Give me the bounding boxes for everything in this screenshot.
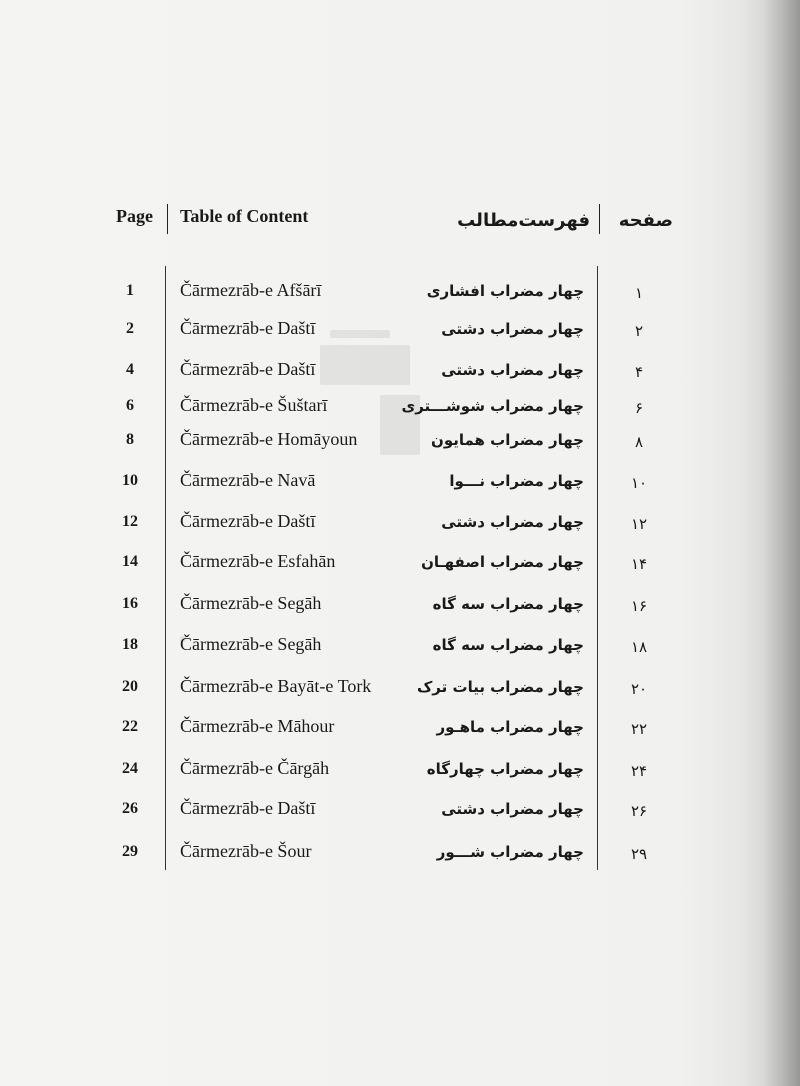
entry-page-number: 10	[122, 472, 138, 489]
header-divider-left	[167, 204, 168, 234]
entry-title-fa: چهار مضراب سه گاه	[432, 595, 584, 613]
entry-page-number: 26	[122, 800, 138, 817]
entry-title-en: Čārmezrāb-e Navā	[180, 470, 316, 490]
header-page-label: Page	[116, 206, 153, 226]
entry-title-en: Čārmezrāb-e Māhour	[180, 716, 335, 736]
entry-title-fa: چهار مضراب ماهـور	[436, 718, 584, 736]
entry-title-fa: چهار مضراب نـــوا	[449, 472, 584, 490]
toc-row	[0, 843, 800, 873]
entry-title-en: Čārmezrāb-e Segāh	[180, 634, 322, 654]
entry-page-number-fa: ۲۲	[630, 720, 648, 738]
entry-page-number-fa: ۲۶	[630, 802, 648, 820]
entry-page-number-fa: ۲۴	[630, 762, 648, 780]
entry-page-number-fa: ۱۴	[630, 555, 648, 573]
toc-header	[0, 204, 800, 240]
entry-title-en: Čārmezrāb-e Čārgāh	[180, 758, 330, 778]
entry-title-fa: چهار مضراب دشتی	[441, 320, 584, 338]
entry-page-number: 16	[122, 595, 138, 612]
entry-title-fa: چهار مضراب سه گاه	[432, 636, 584, 654]
entry-page-number: 1	[126, 282, 134, 299]
entry-page-number: 6	[126, 397, 134, 414]
toc-row	[0, 472, 800, 502]
toc-row	[0, 361, 800, 391]
page-spine-shadow	[764, 0, 800, 1086]
toc-row	[0, 636, 800, 666]
entry-title-fa: چهار مضراب افشاری	[426, 282, 584, 300]
entry-page-number: 14	[122, 553, 138, 570]
entry-title-en: Čārmezrāb-e Daštī	[180, 318, 316, 338]
entry-title-en: Čārmezrāb-e Bayāt-e Tork	[180, 676, 372, 696]
entry-title-en: Čārmezrāb-e Daštī	[180, 511, 316, 531]
entry-title-en: Čārmezrāb-e Šuštarī	[180, 395, 328, 415]
entry-page-number: 18	[122, 636, 138, 653]
toc-row	[0, 513, 800, 543]
entry-title-fa: چهار مضراب بیات ترک	[416, 678, 584, 696]
entry-page-number: 24	[122, 760, 138, 777]
entry-title-fa: چهار مضراب چهارگاه	[426, 760, 584, 778]
toc-row	[0, 553, 800, 583]
entry-title-fa: چهار مضراب همایون	[431, 431, 584, 449]
header-title-fa: فهرست‌مطالب	[457, 210, 590, 231]
entry-title-en: Čārmezrāb-e Šour	[180, 841, 312, 861]
entry-page-number: 20	[122, 678, 138, 695]
toc-row	[0, 282, 800, 312]
entry-page-number-fa: ۶	[634, 399, 644, 417]
toc-row	[0, 678, 800, 708]
entry-title-fa: چهار مضراب شـــور	[436, 843, 584, 861]
header-page-label-fa: صفحه	[618, 210, 673, 231]
entry-page-number-fa: ۲۰	[630, 680, 648, 698]
header-title-en: Table of Content	[180, 206, 309, 226]
entry-page-number: 12	[122, 513, 138, 530]
entry-page-number-fa: ۱۰	[630, 474, 648, 492]
entry-title-fa: چهار مضراب اصفهـان	[421, 553, 584, 571]
entry-page-number-fa: ۱	[634, 284, 644, 302]
entry-page-number: 4	[126, 361, 134, 378]
entry-page-number: 2	[126, 320, 134, 337]
toc-row	[0, 431, 800, 461]
entry-page-number-fa: ۲	[634, 322, 644, 340]
entry-page-number: 22	[122, 718, 138, 735]
entry-title-fa: چهار مضراب دشتی	[441, 800, 584, 818]
entry-page-number-fa: ۱۲	[630, 515, 648, 533]
toc-row	[0, 800, 800, 830]
toc-row	[0, 397, 800, 427]
entry-title-en: Čārmezrāb-e Esfahān	[180, 551, 336, 571]
entry-page-number-fa: ۲۹	[630, 845, 648, 863]
entry-page-number-fa: ۴	[634, 363, 644, 381]
entry-page-number: 8	[126, 431, 134, 448]
toc-row	[0, 760, 800, 790]
entry-title-en: Čārmezrāb-e Daštī	[180, 359, 316, 379]
entry-page-number-fa: ۱۶	[630, 597, 648, 615]
entry-page-number: 29	[122, 843, 138, 860]
entry-page-number-fa: ۱۸	[630, 638, 648, 656]
entry-title-en: Čārmezrāb-e Homāyoun	[180, 429, 358, 449]
header-divider-right	[599, 204, 600, 234]
entry-title-fa: چهار مضراب دشتی	[441, 513, 584, 531]
toc-row	[0, 595, 800, 625]
entry-title-en: Čārmezrāb-e Afšārī	[180, 280, 322, 300]
entry-title-en: Čārmezrāb-e Segāh	[180, 593, 322, 613]
entry-title-en: Čārmezrāb-e Daštī	[180, 798, 316, 818]
entry-page-number-fa: ۸	[634, 433, 644, 451]
entry-title-fa: چهار مضراب شوشـــتری	[401, 397, 584, 415]
toc-row	[0, 718, 800, 748]
entry-title-fa: چهار مضراب دشتی	[441, 361, 584, 379]
toc-row	[0, 320, 800, 350]
